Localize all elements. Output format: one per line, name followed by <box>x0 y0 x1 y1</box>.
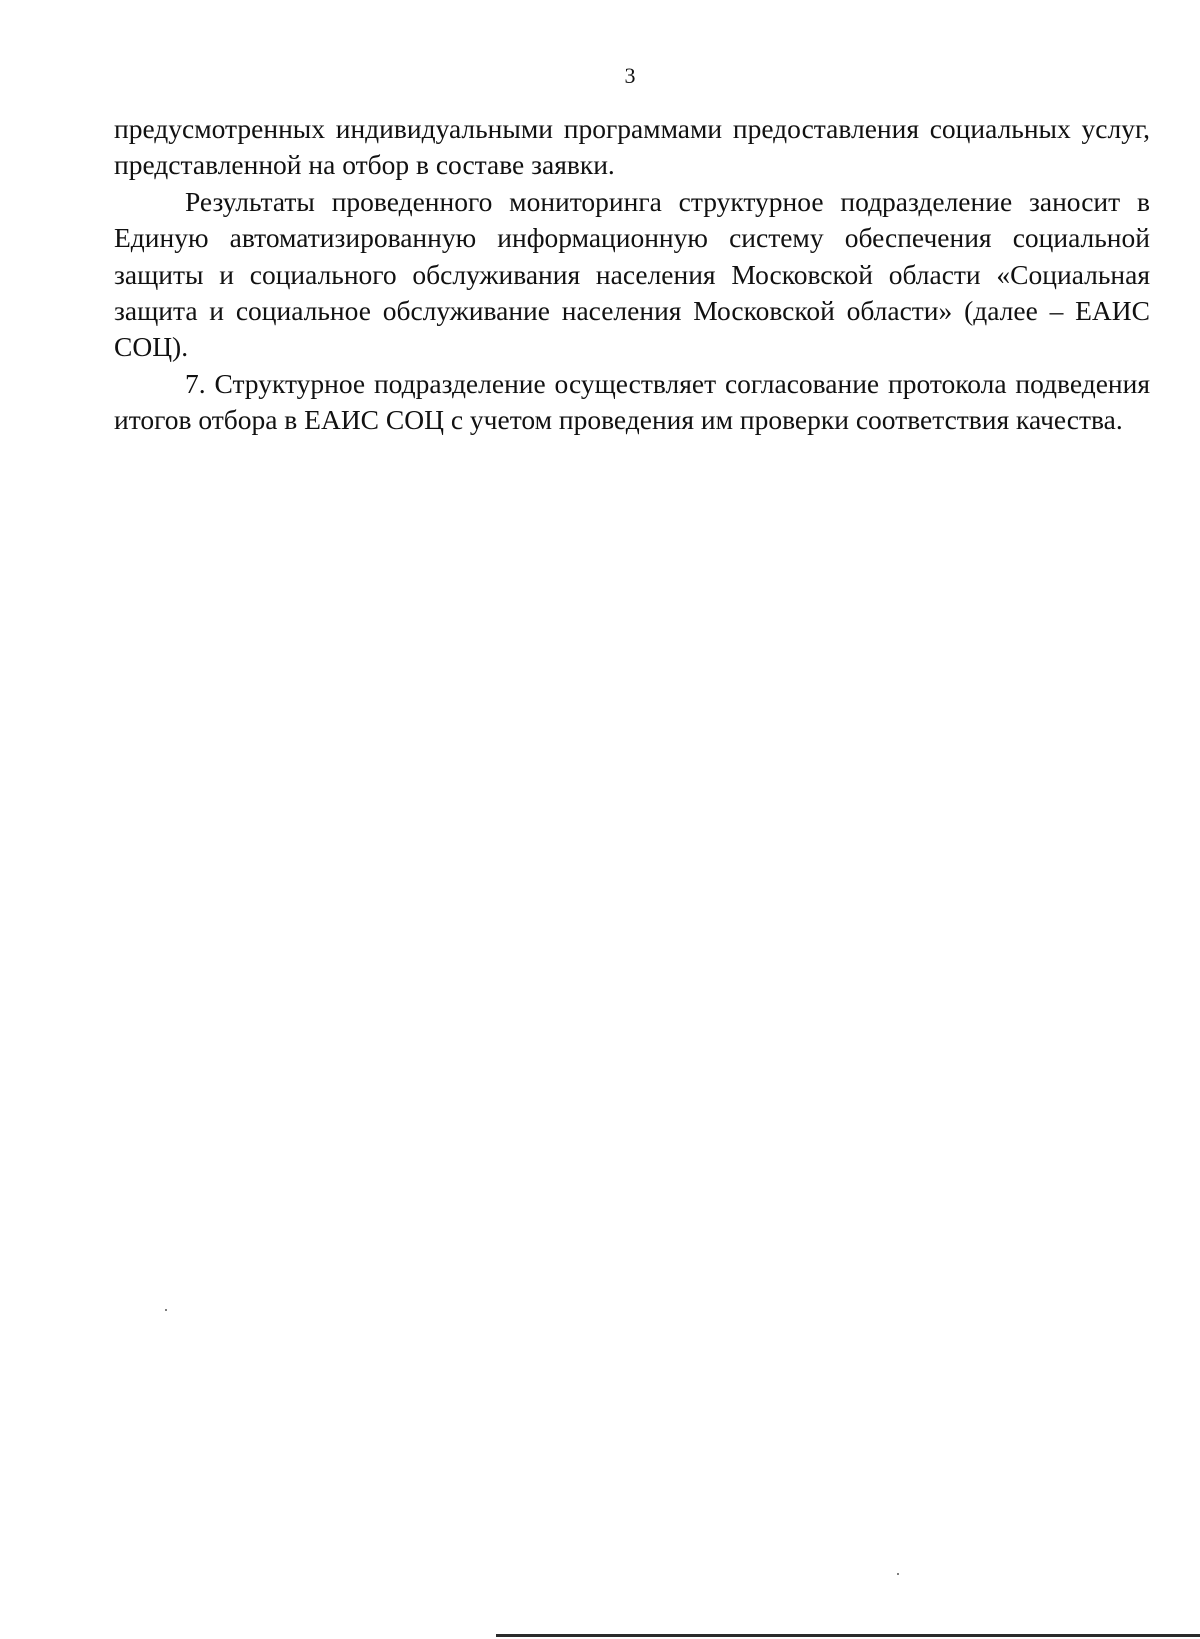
paragraph-monitoring-results: Результаты проведенного мониторинга структурное подразделение заносит в Единую автоматизированную информационную систему обеспечения социальной защиты и социального обслуживания населения Московской области «Социальная защита и социальное обслуживание населения Московской области» (далее – ЕАИС СОЦ). <box>114 185 1150 363</box>
paragraph-item-7: 7. Структурное подразделение осуществляет согласование протокола подведения итогов отбора в ЕАИС СОЦ с учетом проведения им проверки соответствия качества. <box>114 367 1150 436</box>
document-body <box>114 111 1150 439</box>
scan-speck <box>897 1573 899 1575</box>
scan-bottom-edge <box>496 1634 1200 1637</box>
page-number: 3 <box>624 63 636 88</box>
scan-speck <box>165 1309 167 1311</box>
paragraph-continuation: предусмотренных индивидуальными программами предоставления социальных услуг, представленной на отбор в составе заявки. <box>114 113 1150 181</box>
